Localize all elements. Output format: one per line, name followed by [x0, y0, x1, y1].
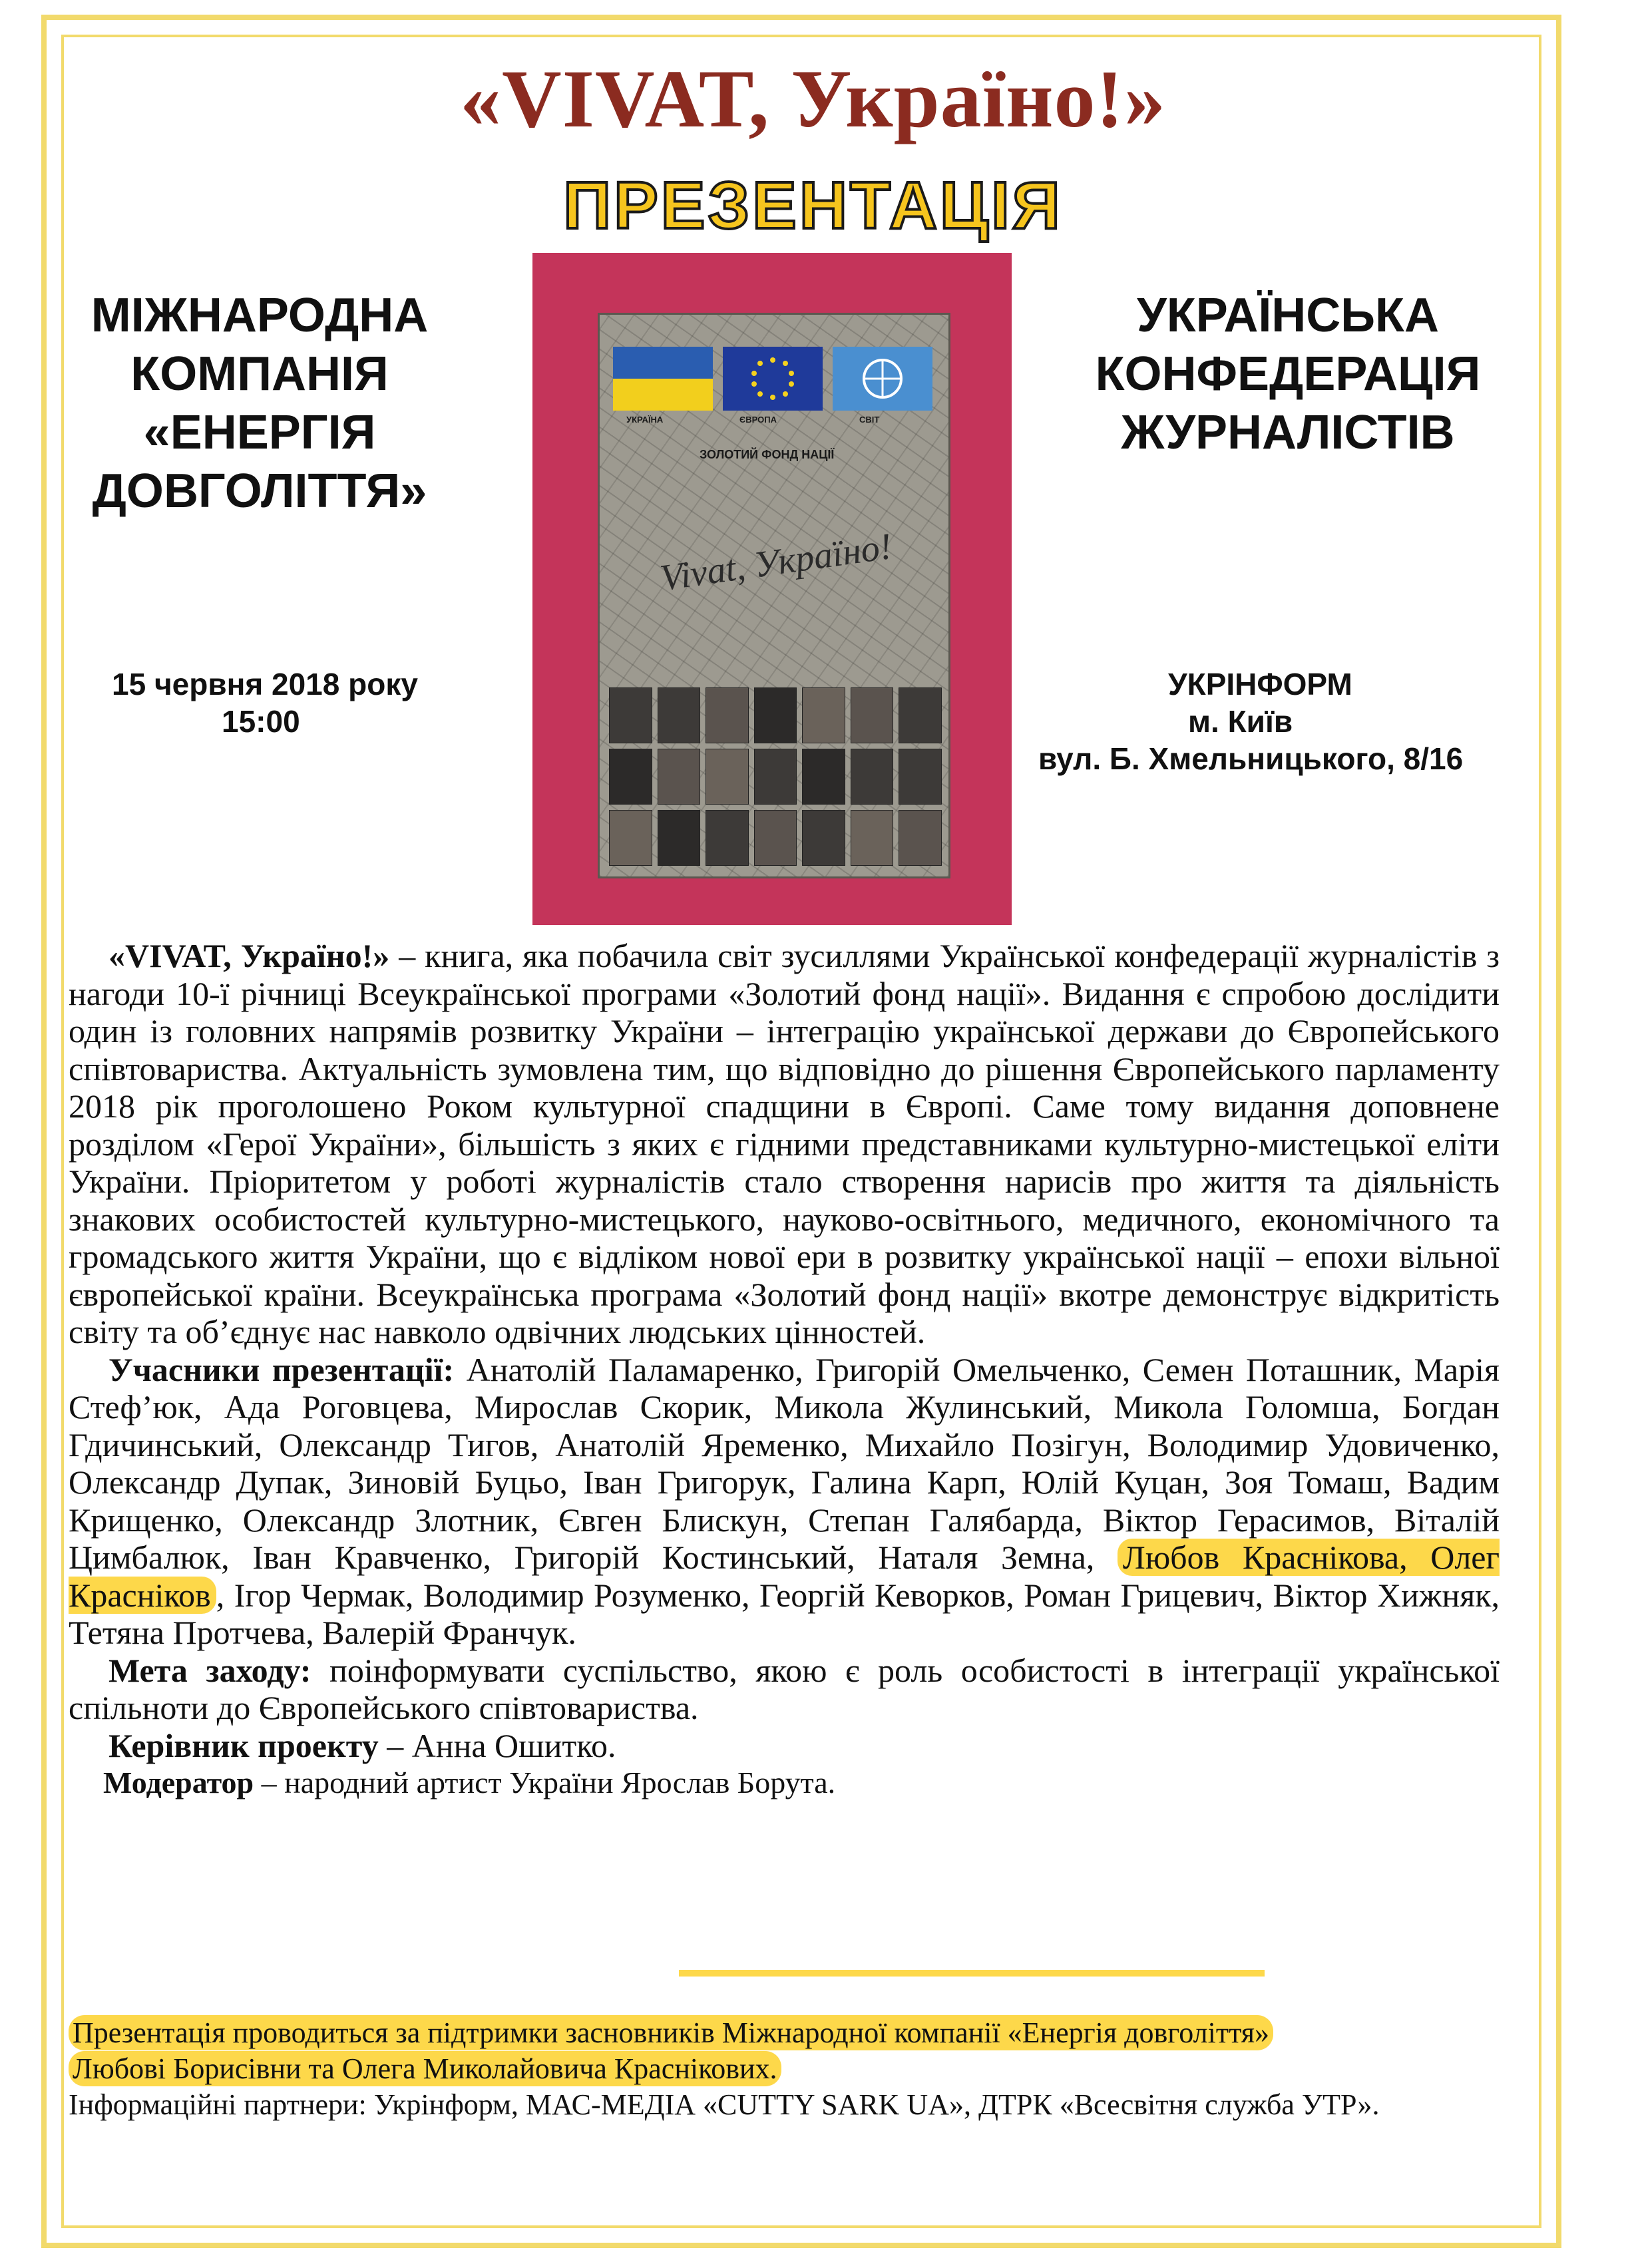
support-text-1: Презентація проводиться за підтримки засновників Міжнародної компанії «Енергія довголіття»	[69, 2015, 1273, 2050]
portrait-photo	[706, 687, 749, 743]
portrait-photo	[658, 810, 701, 866]
description-body	[69, 937, 1500, 1802]
book-label-europe: ЄВРОПА	[739, 415, 777, 425]
heading-line: «ЕНЕРГІЯ	[143, 406, 376, 459]
heading-line: КОМПАНІЯ	[130, 347, 389, 401]
moderator-text: – народний артист України Ярослав Борута.	[254, 1766, 836, 1799]
support-text-2: Любові Борисівни та Олега Миколайовича Краснікових.	[69, 2051, 781, 2086]
heading-line: УКРАЇНСЬКА	[1137, 289, 1439, 342]
book-label-world: СВІТ	[859, 415, 880, 425]
portrait-photo	[802, 749, 845, 805]
heading-line: ДОВГОЛІТТЯ»	[92, 465, 427, 518]
leader-text: – Анна Ошитко.	[378, 1726, 616, 1764]
presentation-label: ПРЕЗЕНТАЦІЯ	[563, 168, 1063, 243]
portrait-photo	[899, 810, 942, 866]
event-date-time	[112, 665, 418, 740]
portrait-photo	[658, 749, 701, 805]
highlighted-participants: Любов Краснікова, Олег Красніков	[69, 1539, 1500, 1614]
goal-paragraph	[69, 1652, 1500, 1727]
portrait-photo	[851, 687, 894, 743]
portrait-photo	[706, 810, 749, 866]
portrait-photo	[754, 810, 797, 866]
portrait-photo	[802, 810, 845, 866]
participants-list-end: , Ігор Чермак, Володимир Розуменко, Георгій Кеворков, Роман Грицевич, Віктор Хижняк, Тетяна Протчева, Валерій Франчук.	[69, 1576, 1500, 1651]
portrait-photo	[851, 749, 894, 805]
portrait-photo	[754, 687, 797, 743]
participants-label: Учасники презентації:	[108, 1350, 455, 1388]
intro-text: – книга, яка побачила світ зусиллями Української конфедерації журналістів з нагоди 10-ї річниці Всеукраїнської програми «Золотий фонд нації». Видання є спробою дослідити один із головних напрямів розвитку України – інтеграцію української держави до Європейського співтовариства. Актуальність зумовлена тим, що відповідно до рішення Європейського парламенту 2018 рік проголошено Роком культурної спадщини в Європі. Саме тому видання доповнене розділом «Герої України», більшість з яких є гідними представниками культурно-мистецької еліти України. Пріоритетом у роботі журналістів стало створення нарисів про життя та діяльність знакових особистостей культурно-мистецького, науково-освітнього, медичного, економічного та громадського життя України, що є відліком нової ери в розвитку української нації – епохи вільної європейської країни. Всеукраїнська програма «Золотий фонд нації» вкотре демонструє відкритість світу та об’єднує нас навколо одвічних людських цінностей.	[69, 937, 1500, 1350]
book-label-golden-fund: ЗОЛОТИЙ ФОНД НАЦІЇ	[700, 448, 835, 461]
portrait-photo	[609, 687, 652, 743]
heading-line: ЖУРНАЛІСТІВ	[1121, 406, 1455, 459]
goal-text: поінформувати суспільство, якою є роль особистості в інтеграції української спільноти до Європейського співтовариства.	[69, 1651, 1500, 1726]
moderator-label: Модератор	[103, 1766, 254, 1799]
support-line-2	[69, 2051, 1500, 2087]
book-portraits-grid	[609, 687, 942, 866]
portrait-photo	[706, 749, 749, 805]
book-cover-title: Vivat, Україно!	[658, 525, 895, 600]
participants-list: Анатолій Паламаренко, Григорій Омельченко, Семен Поташник, Марія Стеф’юк, Ада Роговцева, Мирослав Скорик, Микола Жулинський, Микола Голомша, Богдан Гдичинський, Олександр Тигов, Анатолій Яременко, Михайло Позігун, Володимир Удовиченко, Олександр Дупак, Зиновій Буцьо, Іван Григорук, Галина Карп, Юлій Куцан, Зоя Томаш, Вадим Крищенко, Олександр Злотник, Євген Блискун, Степан Галябарда, Віктор Герасимов, Віталій Цимбалюк, Іван Кравченко, Григорій Костинський, Наталя Земна,	[69, 1350, 1500, 1576]
venue-name: УКРІНФОРМ	[1168, 667, 1352, 701]
ukraine-flag-icon	[613, 347, 713, 411]
eu-flag-icon	[723, 347, 823, 411]
moderator-paragraph	[69, 1764, 1500, 1802]
footer-notes	[69, 2015, 1500, 2123]
organizer-confederation-heading	[1035, 286, 1541, 462]
page-title: «VIVAT, Україно!»	[460, 53, 1166, 144]
venue-address: вул. Б. Хмельницького, 8/16	[1038, 741, 1464, 776]
intro-paragraph	[69, 937, 1500, 1351]
venue-city: м. Київ	[1188, 704, 1293, 739]
event-date: 15 червня 2018 року	[112, 667, 418, 701]
goal-label: Мета заходу:	[108, 1651, 311, 1689]
portrait-photo	[658, 687, 701, 743]
leader-paragraph	[69, 1727, 1500, 1765]
event-time: 15:00	[222, 704, 300, 739]
portrait-photo	[609, 810, 652, 866]
leader-label: Керівник проекту	[108, 1726, 379, 1764]
book-cover-image	[598, 313, 950, 878]
book-label-ukraine: УКРАЇНА	[626, 415, 664, 425]
portrait-photo	[899, 749, 942, 805]
portrait-photo	[899, 687, 942, 743]
media-partners: Інформаційні партнери: Укрінформ, МАС-МЕДІА «CUTTY SARK UA», ДТРК «Всесвітня служба УТР».	[69, 2088, 1380, 2121]
support-line-1	[69, 2015, 1500, 2051]
heading-line: МІЖНАРОДНА	[91, 289, 429, 342]
portrait-photo	[609, 749, 652, 805]
portrait-photo	[802, 687, 845, 743]
portrait-photo	[754, 749, 797, 805]
organizer-company-heading	[67, 286, 453, 520]
intro-lead: «VIVAT, Україно!»	[108, 937, 390, 974]
heading-line: КОНФЕДЕРАЦІЯ	[1095, 347, 1481, 401]
highlight-underline	[679, 1970, 1265, 1977]
event-venue	[1038, 665, 1518, 777]
portrait-photo	[851, 810, 894, 866]
participants-paragraph	[69, 1351, 1500, 1652]
un-flag-icon	[833, 347, 932, 411]
